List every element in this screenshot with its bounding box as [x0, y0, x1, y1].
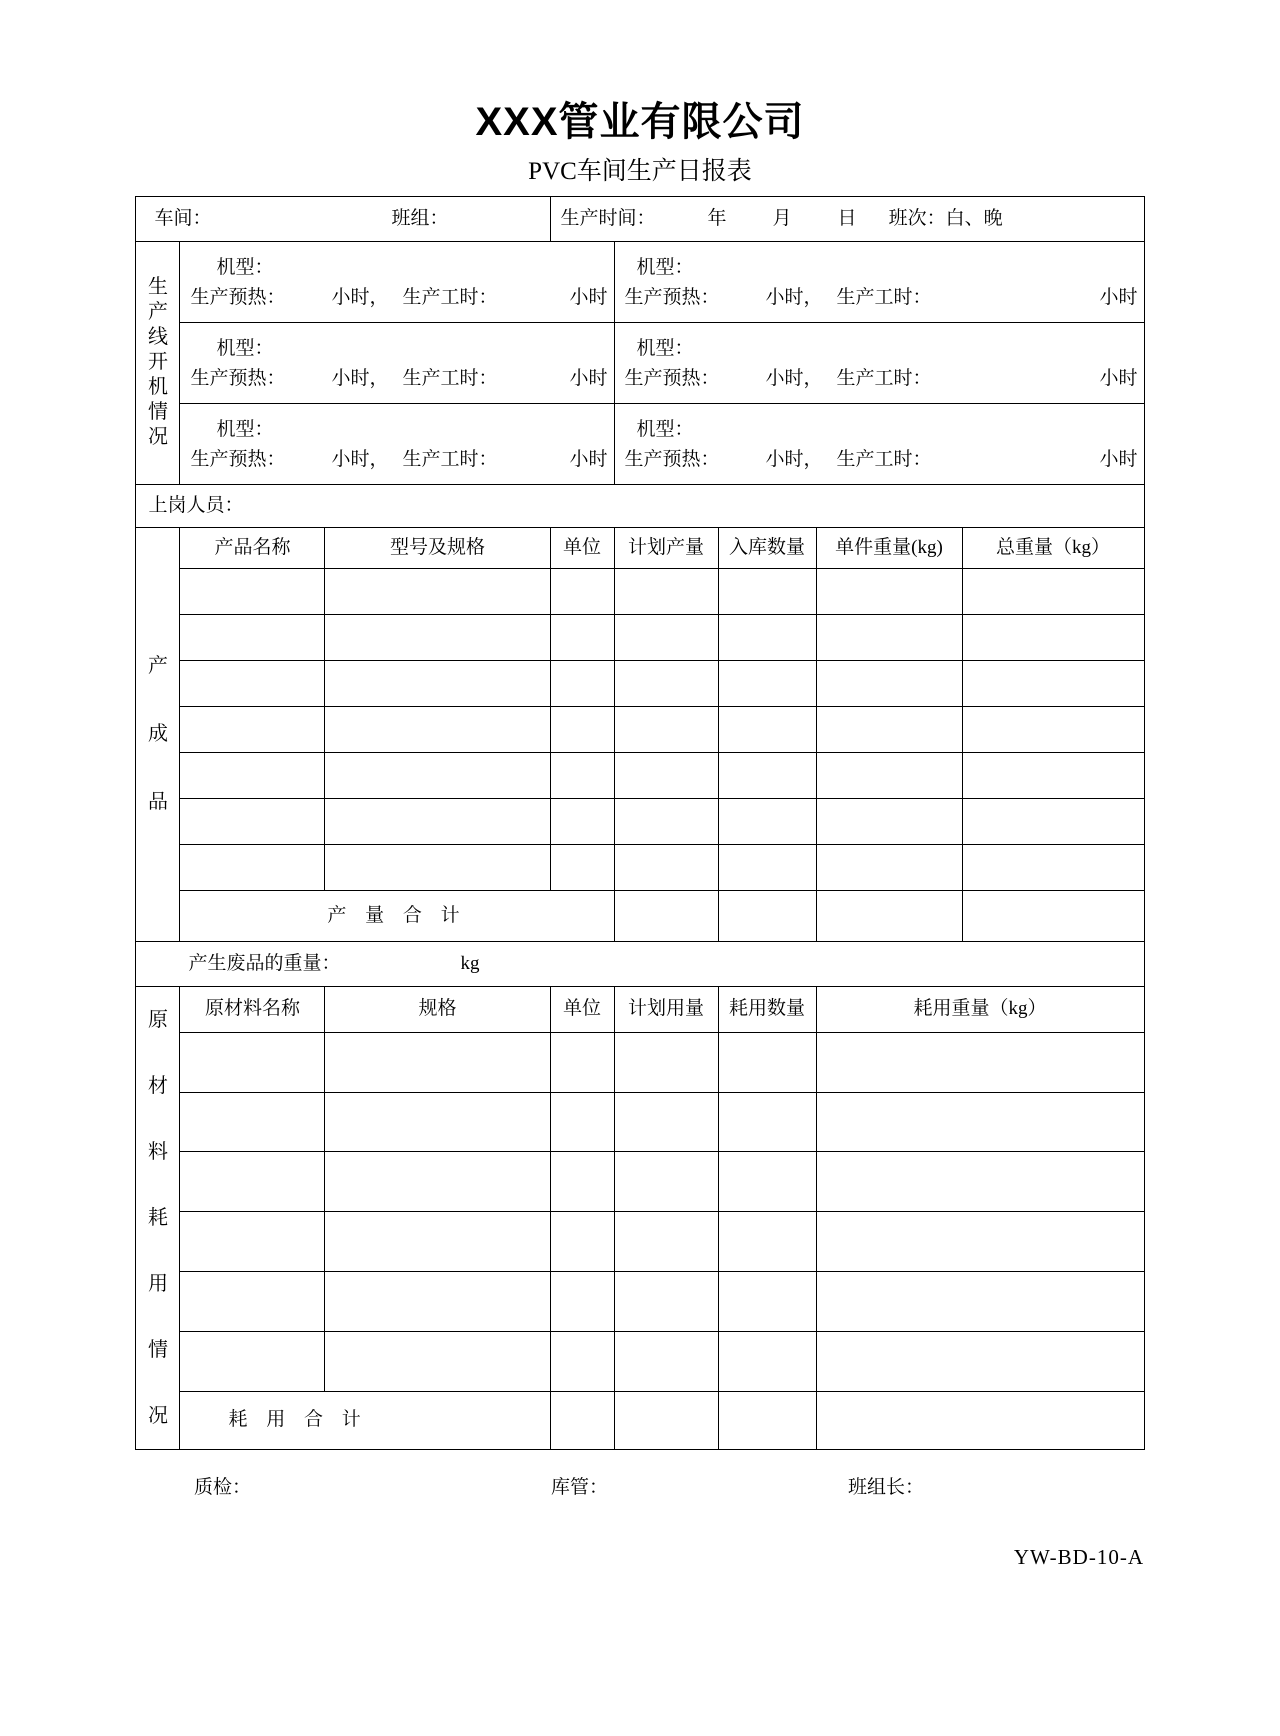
col-planned-output: 计划产量: [614, 527, 718, 568]
production-time-label: 生产时间：: [560, 207, 656, 229]
side-char-3: 开: [147, 351, 168, 373]
side-char-2: 料: [147, 1140, 168, 1163]
cell-total-weight[interactable]: [962, 752, 1144, 798]
cell-planned-usage[interactable]: [614, 1212, 718, 1272]
col-consumed-qty: 耗用数量: [718, 986, 816, 1032]
hours-unit-end: 小时: [1099, 286, 1138, 308]
cell-total-consumed-qty[interactable]: [718, 1391, 816, 1449]
cell-planned-usage[interactable]: [614, 1272, 718, 1332]
raw-material-side-label: [136, 986, 180, 1449]
table-row[interactable]: [136, 1032, 1144, 1092]
col-material-unit: 单位: [550, 986, 614, 1032]
table-row[interactable]: [136, 752, 1144, 798]
cell-material-spec[interactable]: [325, 1032, 550, 1092]
hours-unit-end: 小时: [569, 367, 608, 389]
cell-material-spec[interactable]: [325, 1212, 550, 1272]
machine-model-label: 机型：: [216, 337, 274, 359]
waste-row: [136, 941, 1144, 986]
production-time-cell: [550, 196, 1144, 241]
cell-stored-qty[interactable]: [718, 798, 816, 844]
col-consumed-weight: 耗用重量（kg）: [816, 986, 1144, 1032]
cell-unit-weight[interactable]: [816, 614, 962, 660]
preheat-label: 生产预热：: [190, 448, 286, 470]
cell-total-weight[interactable]: [962, 706, 1144, 752]
hours-unit: 小时，: [331, 367, 389, 389]
preheat-label: 生产预热：: [624, 286, 720, 308]
qc-label: 质检：: [194, 1476, 252, 1498]
col-total-weight: 总重量（kg）: [962, 527, 1144, 568]
cell-planned-output[interactable]: [614, 568, 718, 614]
side-char-0: 原: [147, 1008, 168, 1031]
cell-consumed-qty[interactable]: [718, 1212, 816, 1272]
day-label: 日: [837, 207, 857, 229]
col-material-spec: 规格: [325, 986, 550, 1032]
cell-unit-weight[interactable]: [816, 798, 962, 844]
cell-unit-weight[interactable]: [816, 568, 962, 614]
output-total-label: 产 量 合 计: [180, 890, 614, 941]
document-number: YW-BD-10-A: [1013, 1544, 1144, 1569]
cell-model-spec[interactable]: [325, 798, 550, 844]
cell-planned-output[interactable]: [614, 660, 718, 706]
machine-block-3-left: [180, 403, 614, 484]
side-char-5: 情: [147, 1338, 168, 1361]
machine-block-1-right: [614, 241, 1144, 322]
cell-material-name[interactable]: [180, 1272, 325, 1332]
side-char-5: 情: [147, 401, 168, 423]
worktime-label: 生产工时：: [402, 286, 498, 308]
staff-cell: [136, 484, 1144, 527]
finished-products-side-label: [136, 527, 180, 941]
table-row[interactable]: [136, 706, 1144, 752]
cell-unit-weight[interactable]: [816, 706, 962, 752]
hours-unit: 小时，: [765, 367, 823, 389]
waste-unit: kg: [460, 952, 480, 974]
cell-unit-weight[interactable]: [816, 844, 962, 890]
waste-cell: [136, 941, 1144, 986]
output-total-row: [136, 890, 1144, 941]
cell-model-spec[interactable]: [325, 568, 550, 614]
cell-material-unit[interactable]: [550, 1332, 614, 1392]
cell-total-weight[interactable]: [962, 798, 1144, 844]
cell-total-planned-usage[interactable]: [614, 1391, 718, 1449]
production-line-row-1: [136, 241, 1144, 322]
cell-unit[interactable]: [550, 752, 614, 798]
cell-consumed-qty[interactable]: [718, 1032, 816, 1092]
cell-material-spec[interactable]: [325, 1092, 550, 1152]
cell-stored-qty[interactable]: [718, 844, 816, 890]
table-row[interactable]: [136, 1332, 1144, 1392]
side-char-6: 况: [147, 426, 168, 448]
hours-unit-end: 小时: [1099, 448, 1138, 470]
info-row: [136, 196, 1144, 241]
worktime-label: 生产工时：: [836, 286, 932, 308]
side-char-3: 耗: [147, 1206, 168, 1229]
cell-material-spec[interactable]: [325, 1272, 550, 1332]
worktime-label: 生产工时：: [836, 367, 932, 389]
cell-consumed-qty[interactable]: [718, 1272, 816, 1332]
cell-model-spec[interactable]: [325, 660, 550, 706]
machine-model-label: 机型：: [216, 256, 274, 278]
cell-planned-output[interactable]: [614, 706, 718, 752]
side-char-1: 材: [147, 1074, 168, 1097]
machine-model-label: 机型：: [216, 418, 274, 440]
table-row[interactable]: [136, 1092, 1144, 1152]
cell-total-weight[interactable]: [962, 844, 1144, 890]
cell-unit[interactable]: [550, 568, 614, 614]
cell-stored-qty[interactable]: [718, 614, 816, 660]
preheat-label: 生产预热：: [190, 367, 286, 389]
cell-total-weight[interactable]: [962, 660, 1144, 706]
preheat-label: 生产预热：: [190, 286, 286, 308]
cell-product-name[interactable]: [180, 844, 325, 890]
cell-consumed-weight[interactable]: [816, 1152, 1144, 1212]
raw-material-header-row: [136, 986, 1144, 1032]
cell-material-name[interactable]: [180, 1152, 325, 1212]
col-planned-usage: 计划用量: [614, 986, 718, 1032]
finished-products-header-row: [136, 527, 1144, 568]
cell-unit-weight[interactable]: [816, 660, 962, 706]
signature-footer: [136, 1450, 1144, 1499]
cell-product-name[interactable]: [180, 660, 325, 706]
col-stored-qty: 入库数量: [718, 527, 816, 568]
cell-planned-usage[interactable]: [614, 1032, 718, 1092]
cell-planned-output[interactable]: [614, 798, 718, 844]
cell-total-planned-output[interactable]: [614, 890, 718, 941]
col-unit: 单位: [550, 527, 614, 568]
cell-material-spec[interactable]: [325, 1332, 550, 1392]
cell-stored-qty[interactable]: [718, 752, 816, 798]
cell-unit[interactable]: [550, 660, 614, 706]
side-char-1: 成: [147, 723, 168, 745]
cell-unit-weight[interactable]: [816, 752, 962, 798]
cell-total-unit-weight[interactable]: [816, 890, 962, 941]
cell-model-spec[interactable]: [325, 844, 550, 890]
hours-unit: 小时，: [765, 286, 823, 308]
consumption-total-row: [136, 1391, 1144, 1449]
cell-planned-output[interactable]: [614, 614, 718, 660]
cell-stored-qty[interactable]: [718, 706, 816, 752]
cell-consumed-weight[interactable]: [816, 1032, 1144, 1092]
workshop-team-cell: [136, 196, 550, 241]
cell-planned-usage[interactable]: [614, 1332, 718, 1392]
worktime-label: 生产工时：: [836, 448, 932, 470]
col-product-name: 产品名称: [180, 527, 325, 568]
table-row[interactable]: [136, 1152, 1144, 1212]
cell-material-unit[interactable]: [550, 1212, 614, 1272]
consumption-total-label: 耗 用 合 计: [180, 1391, 550, 1449]
cell-consumed-weight[interactable]: [816, 1212, 1144, 1272]
form-subtitle: PVC车间生产日报表: [528, 158, 752, 185]
hours-unit: 小时，: [765, 448, 823, 470]
hours-unit-end: 小时: [569, 448, 608, 470]
machine-model-label: 机型：: [636, 418, 694, 440]
side-char-4: 机: [147, 376, 168, 398]
production-line-row-2: [136, 322, 1144, 403]
hours-unit-end: 小时: [1099, 367, 1138, 389]
machine-model-label: 机型：: [636, 337, 694, 359]
cell-consumed-qty[interactable]: [718, 1152, 816, 1212]
cell-unit[interactable]: [550, 798, 614, 844]
cell-stored-qty[interactable]: [718, 660, 816, 706]
cell-consumed-qty[interactable]: [718, 1332, 816, 1392]
cell-model-spec[interactable]: [325, 614, 550, 660]
table-row[interactable]: [136, 1212, 1144, 1272]
company-title: XXX管业有限公司: [475, 100, 805, 144]
col-material-name: 原材料名称: [180, 986, 325, 1032]
col-model-spec: 型号及规格: [325, 527, 550, 568]
cell-consumed-weight[interactable]: [816, 1272, 1144, 1332]
preheat-label: 生产预热：: [624, 448, 720, 470]
machine-block-3-right: [614, 403, 1144, 484]
cell-product-name[interactable]: [180, 614, 325, 660]
table-row[interactable]: [136, 614, 1144, 660]
cell-product-name[interactable]: [180, 752, 325, 798]
shift-label: 班次：白、晚: [888, 207, 1003, 229]
cell-material-unit[interactable]: [550, 1272, 614, 1332]
hours-unit: 小时，: [331, 448, 389, 470]
cell-unit[interactable]: [550, 614, 614, 660]
cell-model-spec[interactable]: [325, 706, 550, 752]
cell-unit[interactable]: [550, 844, 614, 890]
machine-block-2-left: [180, 322, 614, 403]
waste-label: 产生废品的重量：: [188, 952, 341, 974]
cell-material-name[interactable]: [180, 1092, 325, 1152]
staff-row: [136, 484, 1144, 527]
worktime-label: 生产工时：: [402, 448, 498, 470]
cell-consumed-weight[interactable]: [816, 1332, 1144, 1392]
table-row[interactable]: [136, 1272, 1144, 1332]
hours-unit-end: 小时: [569, 286, 608, 308]
side-char-6: 况: [147, 1404, 168, 1427]
col-unit-weight: 单件重量(kg): [816, 527, 962, 568]
cell-planned-usage[interactable]: [614, 1092, 718, 1152]
cell-material-spec[interactable]: [325, 1152, 550, 1212]
cell-material-unit[interactable]: [550, 1092, 614, 1152]
cell-material-name[interactable]: [180, 1212, 325, 1272]
cell-total-total-weight[interactable]: [962, 890, 1144, 941]
cell-product-name[interactable]: [180, 706, 325, 752]
cell-product-name[interactable]: [180, 568, 325, 614]
cell-planned-usage[interactable]: [614, 1152, 718, 1212]
cell-material-name[interactable]: [180, 1332, 325, 1392]
team-label: 班组：: [391, 207, 449, 229]
side-char-0: 产: [147, 655, 168, 677]
machine-block-2-right: [614, 322, 1144, 403]
cell-material-name[interactable]: [180, 1032, 325, 1092]
hours-unit: 小时，: [331, 286, 389, 308]
cell-unit[interactable]: [550, 706, 614, 752]
table-row[interactable]: [136, 568, 1144, 614]
cell-material-unit[interactable]: [550, 1152, 614, 1212]
staff-label: 上岗人员：: [148, 494, 244, 516]
year-label: 年: [707, 207, 727, 229]
team-leader-label: 班组长：: [848, 1476, 925, 1498]
side-char-2: 线: [147, 326, 168, 348]
warehouse-label: 库管：: [551, 1476, 609, 1498]
cell-consumed-qty[interactable]: [718, 1092, 816, 1152]
cell-stored-qty[interactable]: [718, 568, 816, 614]
production-report-table: [135, 196, 1144, 1450]
side-char-1: 产: [147, 301, 168, 323]
preheat-label: 生产预热：: [624, 367, 720, 389]
machine-model-label: 机型：: [636, 256, 694, 278]
cell-product-name[interactable]: [180, 798, 325, 844]
cell-total-material-unit[interactable]: [550, 1391, 614, 1449]
cell-material-unit[interactable]: [550, 1032, 614, 1092]
cell-consumed-weight[interactable]: [816, 1092, 1144, 1152]
side-char-0: 生: [147, 276, 168, 298]
workshop-label: 车间：: [154, 207, 212, 229]
worktime-label: 生产工时：: [402, 367, 498, 389]
side-char-2: 品: [147, 791, 168, 813]
production-line-side-label: [136, 241, 180, 484]
machine-block-1-left: [180, 241, 614, 322]
cell-total-weight[interactable]: [962, 614, 1144, 660]
table-row[interactable]: [136, 798, 1144, 844]
cell-total-weight[interactable]: [962, 568, 1144, 614]
table-row[interactable]: [136, 660, 1144, 706]
cell-model-spec[interactable]: [325, 752, 550, 798]
month-label: 月: [772, 207, 792, 229]
side-char-4: 用: [147, 1272, 168, 1295]
table-row[interactable]: [136, 844, 1144, 890]
cell-planned-output[interactable]: [614, 752, 718, 798]
cell-planned-output[interactable]: [614, 844, 718, 890]
cell-total-consumed-weight[interactable]: [816, 1391, 1144, 1449]
cell-total-stored-qty[interactable]: [718, 890, 816, 941]
production-line-row-3: [136, 403, 1144, 484]
